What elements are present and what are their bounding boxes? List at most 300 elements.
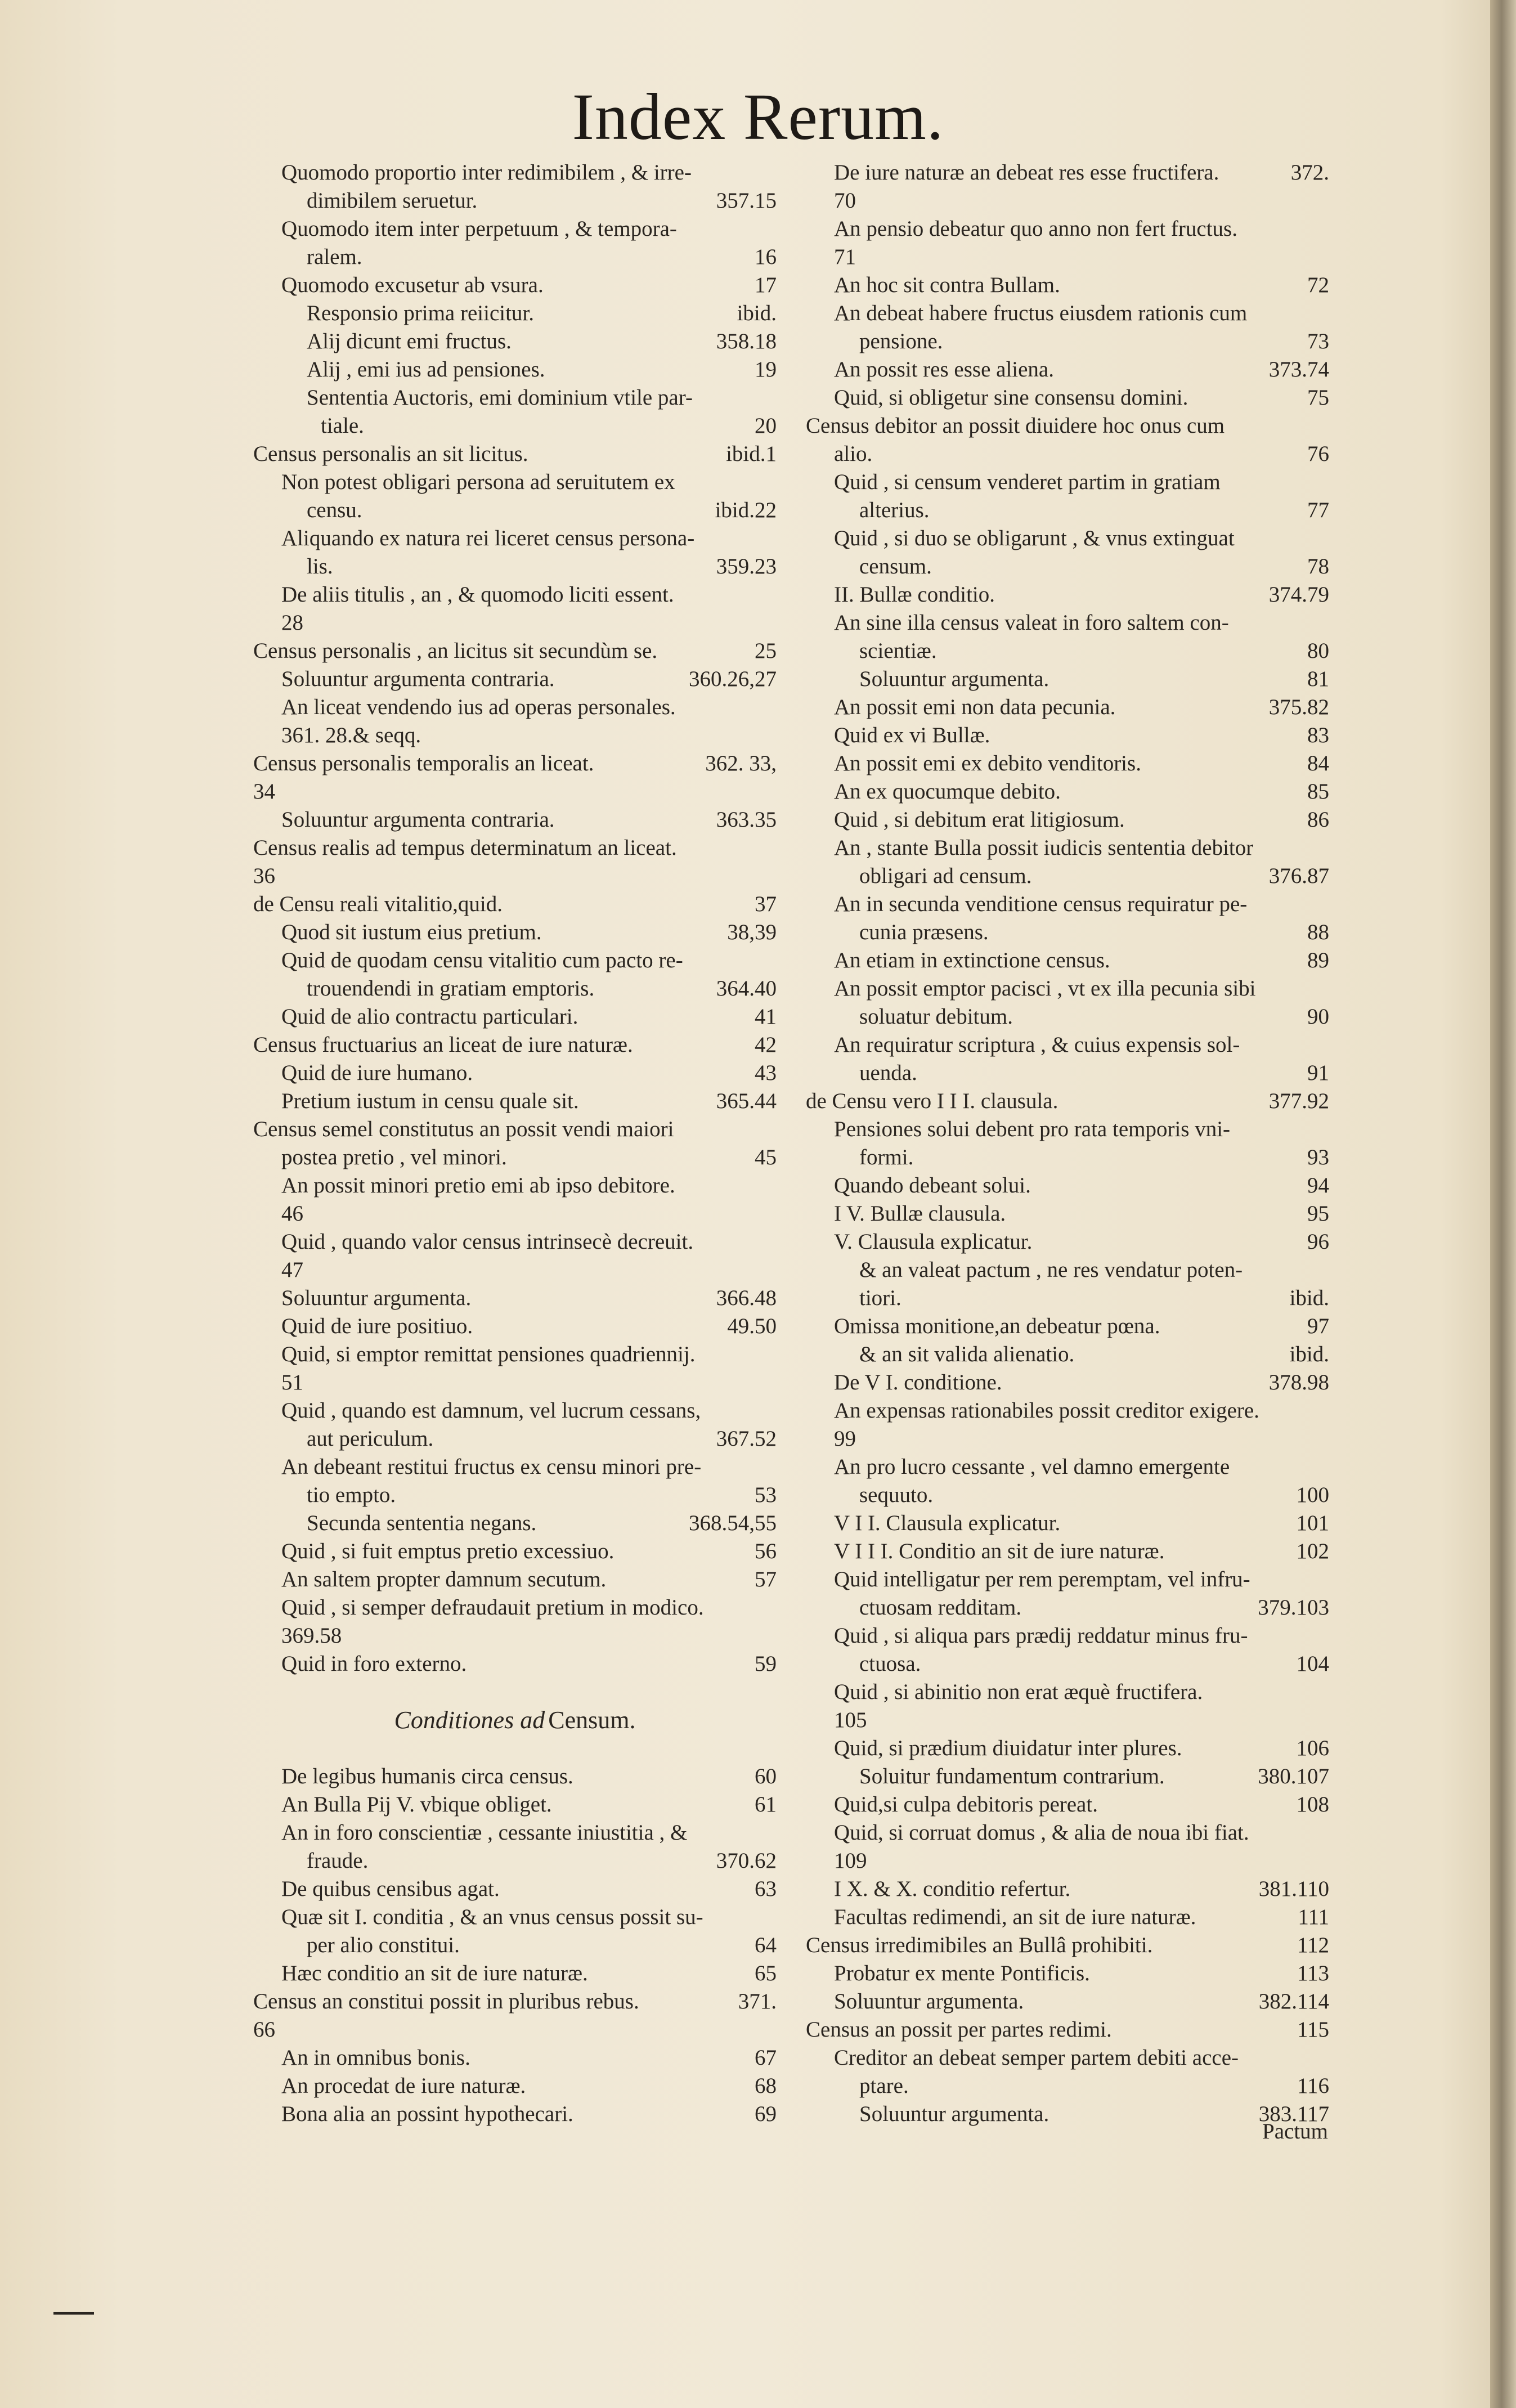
index-entry [806,778,1329,806]
entry-text: Quid, si corruat domus , & alia de noua ibi fiat. [834,1820,1249,1845]
entry-text: Census debitor an possit diuidere hoc onus cum [806,414,1225,438]
entry-text: An requiratur scriptura , & cuius expensis sol- [834,1033,1240,1057]
entry-text: de Censu vero I I I. clausula. [806,1089,1058,1113]
entry-page-ref: 53 [755,1483,777,1507]
entry-text: Quod sit iustum eius pretium. [281,920,542,944]
entry-text: 71 [834,245,856,269]
entry-page-ref: 57 [755,1567,777,1591]
index-entry [253,1003,777,1031]
entry-page-ref: 357.15 [716,189,777,213]
index-entry [253,1847,777,1875]
entry-page-ref: 380.107 [1258,1764,1329,1788]
entry-text: uenda. [859,1061,917,1085]
entry-text: Responsio prima reiicitur. [307,301,535,325]
entry-page-ref: 68 [755,2074,777,2098]
index-entry [253,1087,777,1115]
index-entry [806,1678,1329,1706]
entry-text: An pensio debeatur quo anno non fert fructus. [834,217,1237,241]
entry-text: Soluuntur argumenta. [859,2102,1049,2126]
entry-text: trouendendi in gratiam emptoris. [307,976,595,1001]
entry-page-ref: 65 [755,1961,777,1985]
entry-text: postea pretio , vel minori. [281,1145,507,1169]
entry-text: Census personalis an sit licitus. [253,442,528,466]
entry-text: An debeat habere fructus eiusdem rationis cum [834,301,1248,325]
entry-page-ref: 358.18 [716,329,777,353]
entry-page-ref: 371. [738,1989,777,2014]
index-entry [806,1200,1329,1228]
entry-text: Quid in foro externo. [281,1652,467,1676]
index-entry [253,1959,777,1988]
entry-page-ref: 360.26,27 [689,667,777,691]
entry-text: Pensiones solui debent pro rata temporis vni- [834,1117,1231,1141]
entry-text: Bona alia an possint hypothecari. [281,2102,573,2126]
index-entry [253,806,777,834]
index-entry [253,1200,777,1228]
entry-text: I V. Bullæ clausula. [834,1201,1006,1226]
index-entry [253,1144,777,1172]
entry-page-ref: 67 [755,2046,777,2070]
index-entry [806,1425,1329,1453]
entry-text: Quomodo excusetur ab vsura. [281,273,544,297]
index-entry [253,918,777,947]
entry-page-ref: 100 [1296,1483,1329,1507]
index-entry [806,468,1329,496]
entry-text: De legibus humanis circa census. [281,1764,573,1788]
index-entry [253,1988,777,2016]
index-entry [253,159,777,187]
index-entry [253,1537,777,1566]
index-entry [253,1622,777,1650]
index-entry [806,1228,1329,1256]
index-entry [253,412,777,440]
index-entry [253,1819,777,1847]
index-entry [253,778,777,806]
index-entry [806,806,1329,834]
entry-page-ref: 115 [1297,2017,1329,2042]
index-entry [253,693,777,721]
index-entry [253,328,777,356]
index-entry [806,1931,1329,1959]
entry-text: Quid ex vi Bullæ. [834,723,990,747]
index-entry [253,834,777,862]
entry-page-ref: 63 [755,1877,777,1901]
entry-text: An , stante Bulla possit iudicis sententia debitor [834,836,1254,860]
index-entry [253,1481,777,1509]
entry-text: Quid , si abinitio non erat æquè fructifera. [834,1680,1203,1704]
index-entry [253,271,777,299]
entry-page-ref: 113 [1297,1961,1329,1985]
index-entry [253,1228,777,1256]
entry-text: 70 [834,189,856,213]
index-entry [806,2044,1329,2072]
entry-text: De iure naturæ an debeat res esse fructifera. [834,160,1219,185]
entry-page-ref: 101 [1296,1511,1329,1535]
index-entry [806,890,1329,918]
entry-page-ref: ibid.1 [726,442,777,466]
entry-page-ref: ibid.22 [715,498,777,522]
entry-text: An possit minori pretio emi ab ipso debitore. [281,1173,675,1198]
entry-page-ref: 97 [1307,1314,1329,1338]
entry-text: An ex quocumque debito. [834,779,1061,804]
entry-page-ref: 112 [1297,1933,1329,1957]
index-entry [253,356,777,384]
entry-text: An sine illa census valeat in foro saltem con- [834,611,1229,635]
index-entry [806,271,1329,299]
index-entry [253,2100,777,2128]
index-entry [253,1312,777,1340]
entry-text: Quomodo item inter perpetuum , & tempora- [281,217,677,241]
index-entry [253,1172,777,1200]
entry-text: An in foro conscientiæ , cessante iniustitia , & [281,1820,688,1845]
index-entry [253,1284,777,1312]
entry-text: Soluuntur argumenta. [281,1286,472,1310]
entry-text: Soluitur fundamentum contrarium. [859,1764,1165,1788]
index-entry [253,637,777,665]
entry-page-ref: 64 [755,1933,777,1957]
entry-page-ref: 85 [1307,779,1329,804]
entry-text: An possit emi non data pecunia. [834,695,1116,719]
entry-page-ref: 38,39 [727,920,777,944]
entry-text: ctuosam redditam. [859,1595,1022,1620]
entry-page-ref: 88 [1307,920,1329,944]
entry-text: V I I. Clausula explicatur. [834,1511,1061,1535]
index-entry [806,2016,1329,2044]
entry-page-ref: 19 [755,357,777,382]
entry-text: Quid , si duo se obligarunt , & vnus extinguat [834,526,1235,550]
index-entry [253,2072,777,2100]
index-entry [806,243,1329,271]
entry-page-ref: 45 [755,1145,777,1169]
entry-text: Non potest obligari persona ad seruitutem ex [281,470,675,494]
entry-text: I X. & X. conditio refertur. [834,1877,1071,1901]
index-entry [806,721,1329,750]
index-entry [806,665,1329,693]
entry-text: censu. [307,498,362,522]
index-entry [806,412,1329,440]
index-entry [253,1340,777,1369]
index-entry [253,1369,777,1397]
entry-text: Quid , si aliqua pars prædij reddatur minus fru- [834,1624,1248,1648]
entry-text: Omissa monitione,an debeatur pœna. [834,1314,1160,1338]
entry-text: De V I. conditione. [834,1370,1002,1394]
index-entry [253,1566,777,1594]
index-entry [806,299,1329,328]
page-title: Index Rerum. [572,80,944,154]
index-entry [253,496,777,524]
entry-page-ref: 104 [1296,1652,1329,1676]
entry-text: 47 [281,1258,303,1282]
entry-page-ref: 366.48 [716,1286,777,1310]
index-entry [253,862,777,890]
entry-text: 46 [281,1201,303,1226]
index-entry [253,947,777,975]
index-entry [806,187,1329,215]
entry-page-ref: 108 [1296,1792,1329,1817]
entry-page-ref: 37 [755,892,777,916]
entry-text: Quid , quando valor census intrinsecè decreuit. [281,1230,694,1254]
entry-page-ref: 25 [755,639,777,663]
index-entry [806,553,1329,581]
index-entry [806,1594,1329,1622]
index-entry [806,496,1329,524]
index-entry [806,1819,1329,1847]
entry-text: Alij , emi ius ad pensiones. [307,357,545,382]
entry-text: Hæc conditio an sit de iure naturæ. [281,1961,588,1985]
index-entry [253,1791,777,1819]
entry-text: Quando debeant solui. [834,1173,1031,1198]
entry-page-ref: 83 [1307,723,1329,747]
entry-text: 105 [834,1708,867,1732]
index-entry [806,1537,1329,1566]
margin-mark [53,2312,94,2315]
entry-text: Quomodo proportio inter redimibilem , & irre- [281,160,692,185]
entry-text: An debeant restitui fructus ex censu minori pre- [281,1455,702,1479]
entry-text: An saltem propter damnum secutum. [281,1567,607,1591]
entry-text: 109 [834,1849,867,1873]
entry-page-ref: 377.92 [1268,1089,1329,1113]
index-entry [806,1031,1329,1059]
entry-text: 28 [281,611,303,635]
entry-text: sequuto. [859,1483,934,1507]
index-entry [806,1481,1329,1509]
index-entry [806,1369,1329,1397]
entry-text: cunia præsens. [859,920,989,944]
index-entry [806,1284,1329,1312]
index-entry [806,2072,1329,2100]
entry-text: De quibus censibus agat. [281,1877,500,1901]
entry-page-ref: 41 [755,1005,777,1029]
entry-text: aut periculum. [307,1427,434,1451]
index-entry [806,1734,1329,1763]
entry-text: de Censu reali vitalitio,quid. [253,892,503,916]
index-entry [806,693,1329,721]
entry-text: Quid , si debitum erat litigiosum. [834,808,1125,832]
index-entry [253,2016,777,2044]
index-entry [806,328,1329,356]
entry-text: scientiæ. [859,639,937,663]
entry-page-ref: 60 [755,1764,777,1788]
entry-page-ref: 73 [1307,329,1329,353]
index-entry [253,468,777,496]
entry-text: An possit emptor pacisci , vt ex illa pecunia sibi [834,976,1256,1001]
index-entry [806,1115,1329,1144]
entry-page-ref: 367.52 [716,1427,777,1451]
entry-text: Quæ sit I. conditia , & an vnus census possit su- [281,1905,703,1929]
entry-page-ref: 81 [1307,667,1329,691]
entry-text: An liceat vendendo ius ad operas personales. [281,695,676,719]
index-entry [253,1256,777,1284]
index-entry [806,440,1329,468]
index-entry [806,1903,1329,1931]
entry-text: ptare. [859,2074,909,2098]
entry-page-ref: 374.79 [1268,582,1329,607]
index-entry [806,1509,1329,1537]
index-entry [806,215,1329,243]
entry-text: Soluuntur argumenta contraria. [281,808,555,832]
index-entry [253,299,777,328]
entry-text: Soluuntur argumenta contraria. [281,667,555,691]
index-entry [806,1622,1329,1650]
index-entry [806,1087,1329,1115]
index-entry [806,1875,1329,1903]
entry-page-ref: 16 [755,245,777,269]
entry-text: censum. [859,554,932,579]
index-entry [253,553,777,581]
index-entry [253,187,777,215]
index-entry [806,834,1329,862]
entry-page-ref: 20 [755,414,777,438]
entry-text: II. Bullæ conditio. [834,582,995,607]
entry-text: An in secunda venditione census requiratur pe- [834,892,1248,916]
entry-text: Creditor an debeat semper partem debiti acce- [834,2046,1239,2070]
index-entry [806,159,1329,187]
index-entry [806,1988,1329,2016]
index-entry [253,524,777,553]
entry-page-ref: 86 [1307,808,1329,832]
entry-text: Soluuntur argumenta. [859,667,1049,691]
index-entry [253,1509,777,1537]
index-entry [253,1931,777,1959]
index-entry [806,524,1329,553]
index-entry [806,581,1329,609]
entry-text: pensione. [859,329,943,353]
index-entry [806,1144,1329,1172]
entry-text: V I I I. Conditio an sit de iure naturæ. [834,1539,1165,1563]
entry-text: An expensas rationabiles possit creditor exigere. [834,1398,1259,1423]
entry-text: & an valeat pactum , ne res vendatur poten- [859,1258,1243,1282]
entry-text: Quid, si emptor remittat pensiones quadriennij. [281,1342,696,1366]
entry-page-ref: 362. 33, [705,751,777,775]
entry-page-ref: 376.87 [1268,864,1329,888]
entry-text: Census an possit per partes redimi. [806,2017,1112,2042]
index-entry [253,975,777,1003]
entry-text: Sententia Auctoris, emi dominium vtile par- [307,385,693,410]
index-entry [253,1115,777,1144]
entry-page-ref: ibid. [1289,1342,1329,1366]
entry-text: Census irredimibiles an Bullâ prohibiti. [806,1933,1153,1957]
entry-text: Quid,si culpa debitoris pereat. [834,1792,1098,1817]
index-entry [806,975,1329,1003]
entry-page-ref: 61 [755,1792,777,1817]
entry-page-ref: 94 [1307,1173,1329,1198]
entry-page-ref: 378.98 [1268,1370,1329,1394]
entry-page-ref: 43 [755,1061,777,1085]
entry-text: soluatur debitum. [859,1005,1013,1029]
entry-text: fraude. [307,1849,369,1873]
index-entry [253,890,777,918]
index-entry [806,1397,1329,1425]
entry-text: Secunda sententia negans. [307,1511,537,1535]
catchword: Pactum [1262,2119,1328,2144]
entry-page-ref: 78 [1307,554,1329,579]
entry-text: Pretium iustum in censu quale sit. [281,1089,579,1113]
entry-text: per alio constitui. [307,1933,460,1957]
entry-page-ref: 102 [1296,1539,1329,1563]
index-entry [806,1959,1329,1988]
index-entry [806,1706,1329,1734]
entry-text: V. Clausula explicatur. [834,1230,1033,1254]
index-entry [253,2044,777,2072]
entry-page-ref: 372. [1290,160,1329,185]
index-entry [253,215,777,243]
entry-page-ref: 111 [1298,1905,1329,1929]
entry-text: An possit res esse aliena. [834,357,1054,382]
entry-page-ref: 42 [755,1033,777,1057]
entry-page-ref: 76 [1307,442,1329,466]
index-entry [253,1650,777,1678]
entry-text: Quid de iure humano. [281,1061,473,1085]
entry-text: alio. [834,442,873,466]
entry-page-ref: 91 [1307,1061,1329,1085]
index-entry [806,356,1329,384]
index-entry [253,665,777,693]
index-entry [806,1847,1329,1875]
index-entry [806,1340,1329,1369]
entry-text: Quid, si obligetur sine consensu domini. [834,385,1188,410]
left-column [253,159,777,2128]
entry-text: Quid de quodam censu vitalitio cum pacto re- [281,948,683,972]
entry-page-ref: 106 [1296,1736,1329,1760]
entry-text: Quid , quando est damnum, vel lucrum cessans, [281,1398,701,1423]
entry-page-ref: 17 [755,273,777,297]
entry-text: Aliquando ex natura rei liceret census persona- [281,526,695,550]
entry-text: ctuosa. [859,1652,921,1676]
index-entry [806,1791,1329,1819]
entry-page-ref: 56 [755,1539,777,1563]
entry-text: Soluuntur argumenta. [834,1989,1024,2014]
entry-page-ref: 379.103 [1258,1595,1329,1620]
entry-text: Census an constitui possit in pluribus rebus. [253,1989,639,2014]
entry-text: Quid intelligatur per rem peremptam, vel infru- [834,1567,1250,1591]
entry-text: formi. [859,1145,914,1169]
entry-page-ref: 89 [1307,948,1329,972]
index-entry [253,440,777,468]
index-entry [806,1059,1329,1087]
entry-page-ref: ibid. [1289,1286,1329,1310]
entry-text: Census personalis , an licitus sit secundùm se. [253,639,658,663]
entry-page-ref: 383.117 [1258,2102,1329,2126]
index-entry [806,1763,1329,1791]
entry-page-ref: 90 [1307,1005,1329,1029]
index-entry [806,1312,1329,1340]
entry-text: Quid de iure positiuo. [281,1314,473,1338]
index-entry [253,1397,777,1425]
entry-text: & an sit valida alienatio. [859,1342,1075,1366]
index-entry [806,1650,1329,1678]
entry-page-ref: 359.23 [716,554,777,579]
entry-text: Quid , si censum venderet partim in gratiam [834,470,1221,494]
entry-page-ref: 363.35 [716,808,777,832]
entry-text: 34 [253,779,275,804]
entry-text: An Bulla Pij V. vbique obliget. [281,1792,552,1817]
entry-text: An hoc sit contra Bullam. [834,273,1060,297]
entry-text: lis. [307,554,333,579]
index-entry [253,1425,777,1453]
entry-text: An pro lucro cessante , vel damno emergente [834,1455,1230,1479]
entry-text: An procedat de iure naturæ. [281,2074,526,2098]
entry-text: De aliis titulis , an , & quomodo liciti essent. [281,582,674,607]
index-entry [253,609,777,637]
index-entry [253,1031,777,1059]
index-entry [253,1059,777,1087]
index-entry [253,1763,777,1791]
entry-text: An etiam in extinctione census. [834,948,1110,972]
entry-page-ref: 75 [1307,385,1329,410]
index-entry [806,637,1329,665]
index-entry [253,581,777,609]
entry-text: tiale. [321,414,364,438]
entry-text: An possit emi ex debito venditoris. [834,751,1141,775]
